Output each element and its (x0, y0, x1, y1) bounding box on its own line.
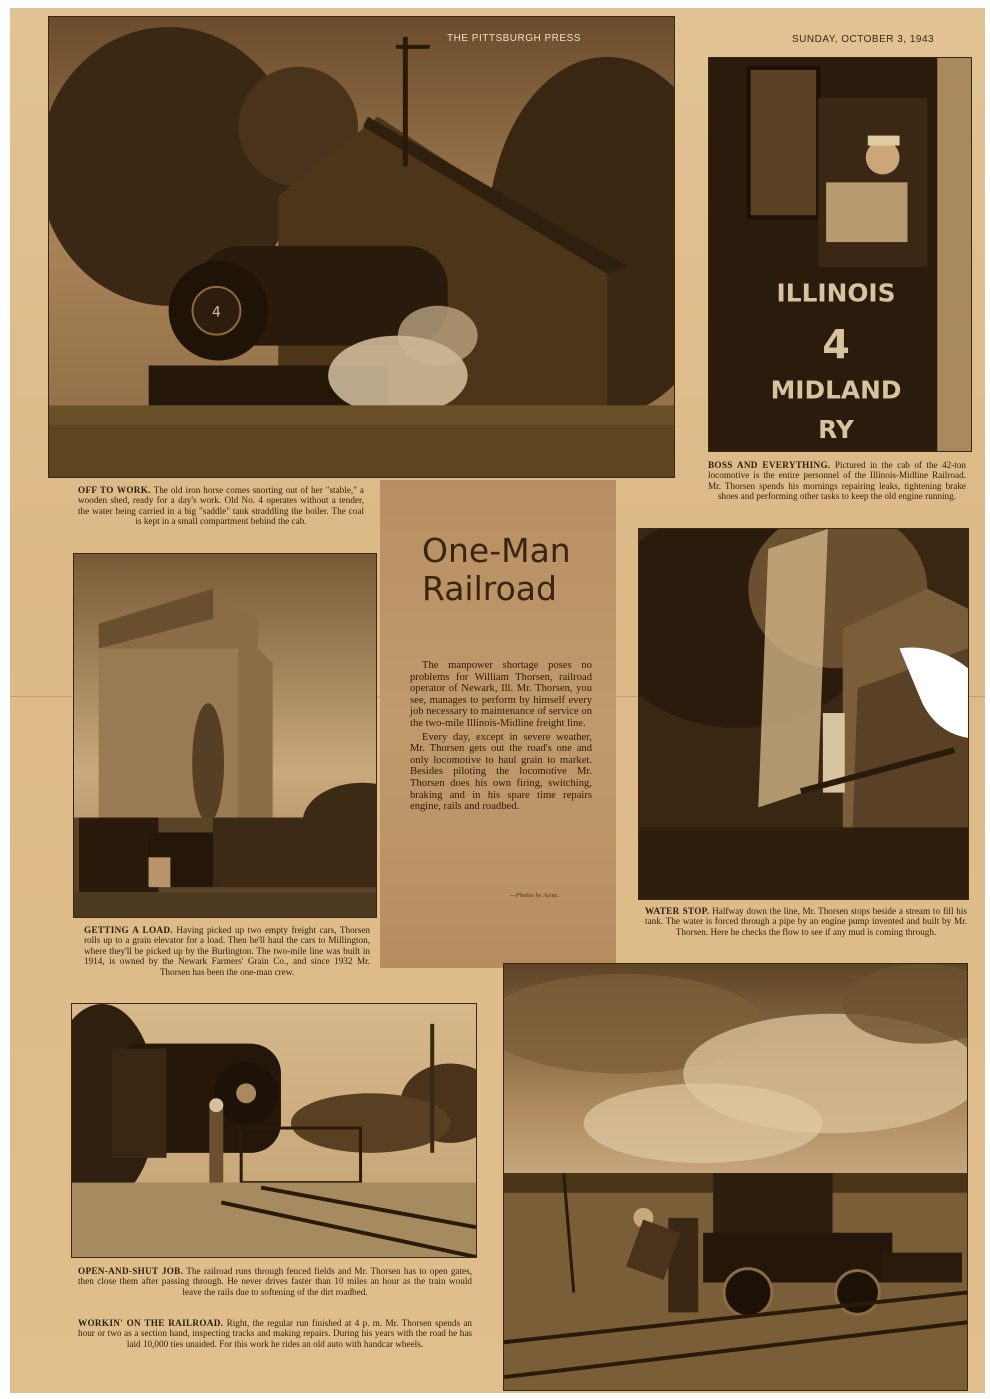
photo-off-to-work (48, 16, 675, 478)
article-title: One-Man Railroad (422, 531, 571, 608)
caption-text: Halfway down the line, Mr. Thorsen stops beside a stream to fill his tank. The water is forced through a pipe by an engine pump invented and built by Mr. Thorsen. Here he checks the flow to see if any mud is coming through. (645, 906, 968, 937)
photo-credit: —Photos by Acme. (510, 892, 560, 899)
story-panel (380, 480, 616, 968)
caption-lead: GETTING A LOAD. (84, 925, 173, 935)
cab-sign-number: 4 (822, 322, 850, 369)
cab-sign-illinois: ILLINOIS (776, 278, 896, 308)
photo-water-stop (638, 528, 969, 900)
caption-text: Right, the regular run finished at 4 p. m. Mr. Thorsen spends an hour or two as a section hand, inspecting tracks and making repairs. During his years with the road he has laid 10,000 ties unaided. For this work he rides an old auto with handcar wheels. (78, 1318, 473, 1349)
engine-number-text: 4 (212, 304, 221, 321)
caption-text: The old iron horse comes snorting out of her "stable," a wooden shed, ready for a day's work. Old No. 4 operates without a tender, the water being carried in a big "saddle" tank straddling the boiler. The coal is kept in a small compartment behind the cab. (78, 485, 364, 527)
caption-lead: OPEN-AND-SHUT JOB. (78, 1266, 184, 1276)
caption-open-and-shut-job (78, 1266, 472, 1297)
article-paragraph-1: The manpower shortage poses no problems for William Thorsen, railroad operator of Newark, Ill. Mr. Thorsen, you see, manages to perform by himself every job necessary to maintenance of service on the two-mile Illinois-Midline freight line. (410, 660, 592, 729)
caption-boss-and-everything (708, 460, 966, 502)
caption-text: The railroad runs through fenced fields and Mr. Thorsen has to open gates, then close them after passing through. He never drives faster than 10 miles an hour as the train would leave the rails due to softening of the dirt roadbed. (78, 1266, 472, 1297)
photo-boss-and-everything (708, 57, 972, 452)
photo-open-and-shut-job (71, 1003, 477, 1258)
caption-lead: WORKIN' ON THE RAILROAD. (78, 1318, 224, 1328)
caption-workin-on-the-railroad (78, 1318, 472, 1349)
caption-water-stop (645, 906, 967, 937)
caption-lead: OFF TO WORK. (78, 485, 151, 495)
cab-sign-ry: RY (818, 415, 854, 445)
article-body (410, 660, 592, 813)
caption-lead: BOSS AND EVERYTHING. (708, 460, 831, 470)
caption-getting-a-load (84, 925, 370, 977)
article-paragraph-2: Every day, except in severe weather, Mr. Thorsen gets out the road's one and only locomotive to haul grain to market. Besides piloting the locomotive Mr. Thorsen does his own firing, switching, braking and in his spare time repairs engine, rails and roadbed. (410, 731, 592, 813)
issue-date: SUNDAY, OCTOBER 3, 1943 (792, 34, 935, 45)
caption-text: Pictured in the cab of the 42-ton locomotive is the entire personnel of the Illinois-Midline Railroad. Mr. Thorsen spends his mornings repairing leaks, tightening brake shoes and performing other tasks to keep the old engine running. (708, 460, 967, 502)
caption-lead: WATER STOP. (645, 906, 710, 916)
newspaper-name: THE PITTSBURGH PRESS (447, 33, 581, 44)
photo-workin-on-the-railroad (503, 963, 968, 1391)
photo-getting-a-load (73, 553, 377, 918)
caption-text: Having picked up two empty freight cars, Thorsen rolls up to a grain elevator for a load. Then he'll haul the cars to Millington, where they'll be picked up by the Burlington. The two-mile line was built in 1914, is owned by the Newark Farmers' Grain Co., and since 1932 Mr. Thorsen has been the one-man crew. (84, 925, 370, 977)
caption-off-to-work (78, 485, 364, 527)
cab-sign-midland: MIDLAND (770, 375, 902, 405)
